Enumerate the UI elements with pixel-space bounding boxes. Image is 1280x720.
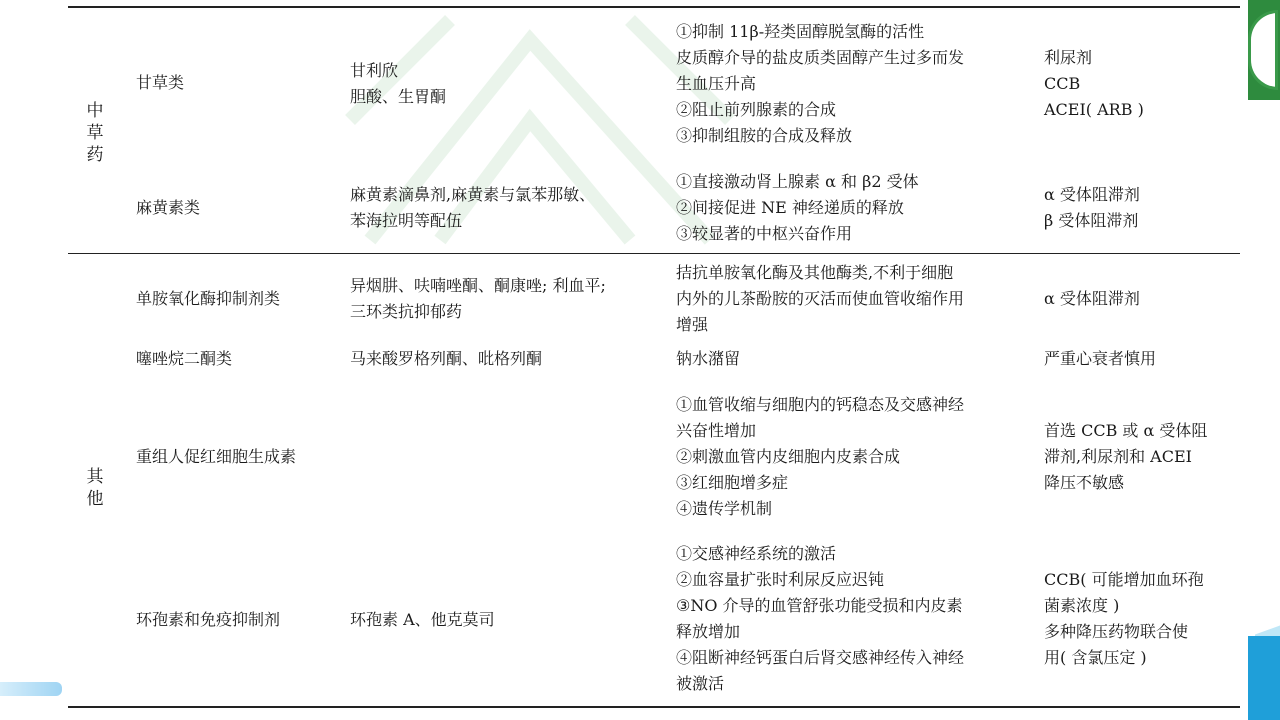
table-row-drugs: 甘利欣 胆酸、生胃酮 xyxy=(350,61,447,106)
table-row-drugs: 马来酸罗格列酮、吡格列酮 xyxy=(350,349,543,368)
table-row-mechanism: ①抑制 11β-羟类固醇脱氢酶的活性 皮质醇介导的盐皮质类固醇产生过多而发 生血压升高 ②阻止前列腺素的合成 ③抑制组胺的合成及释放 xyxy=(676,22,965,145)
drug-table xyxy=(68,6,1240,708)
group-label-herbal: 中 草 药 xyxy=(86,101,104,165)
table-row-drugs: 环孢素 A、他克莫司 xyxy=(350,610,495,629)
group-label-other: 其 他 xyxy=(86,467,104,509)
table-row-mechanism: ①血管收缩与细胞内的钙稳态及交感神经 兴奋性增加 ②刺激血管内皮细胞内皮素合成 ③红细胞增多症 ④遗传学机制 xyxy=(676,395,965,518)
table-row-note: 利尿剂 CCB ACEI( ARB ) xyxy=(1044,48,1144,119)
table-row-drugs: 麻黄素滴鼻剂,麻黄素与氯苯那敏、 苯海拉明等配伍 xyxy=(350,185,596,230)
corner-decoration xyxy=(1248,636,1280,720)
table-row-mechanism: 拮抗单胺氧化酶及其他酶类,不利于细胞 内外的儿茶酚胺的灭活而使血管收缩作用 增强 xyxy=(676,263,965,334)
table-row-name: 甘草类 xyxy=(136,73,185,92)
emblem-badge xyxy=(1248,0,1280,100)
table-group-divider xyxy=(68,253,1240,254)
table-row-note: α 受体阻滞剂 xyxy=(1044,289,1140,308)
table-top-rule xyxy=(68,6,1240,8)
left-stripe-decoration xyxy=(0,682,62,696)
table-row-mechanism: ①交感神经系统的激活 ②血容量扩张时利尿反应迟钝 ③NO 介导的血管舒张功能受损和内皮素 释放增加 ④阻断神经钙蛋白后肾交感神经传入神经 被激活 xyxy=(676,544,965,693)
table-row-note: 严重心衰者慎用 xyxy=(1044,349,1157,368)
table-row-note: α 受体阻滞剂 β 受体阻滞剂 xyxy=(1044,185,1140,230)
table-row-mechanism: 钠水潴留 xyxy=(676,349,741,368)
table-row-name: 环孢素和免疫抑制剂 xyxy=(136,610,281,629)
table-row-name: 噻唑烷二酮类 xyxy=(136,349,233,368)
table-row-mechanism: ①直接激动肾上腺素 α 和 β2 受体 ②间接促进 NE 神经递质的释放 ③较显著的中枢兴奋作用 xyxy=(676,172,919,243)
association-logo-icon xyxy=(1248,10,1278,90)
table-row-note: CCB( 可能增加血环孢 菌素浓度 ) 多种降压药物联合使 用( 含氯压定 ) xyxy=(1044,570,1204,667)
table-row-name: 单胺氧化酶抑制剂类 xyxy=(136,289,281,308)
table-bottom-rule xyxy=(68,706,1240,708)
table-row-name: 麻黄素类 xyxy=(136,198,201,217)
table-row-drugs: 异烟肼、呋喃唑酮、酮康唑; 利血平; 三环类抗抑郁药 xyxy=(350,276,606,321)
table-row-note: 首选 CCB 或 α 受体阻 滞剂,利尿剂和 ACEI 降压不敏感 xyxy=(1044,421,1208,492)
table-row-name: 重组人促红细胞生成素 xyxy=(136,447,297,466)
